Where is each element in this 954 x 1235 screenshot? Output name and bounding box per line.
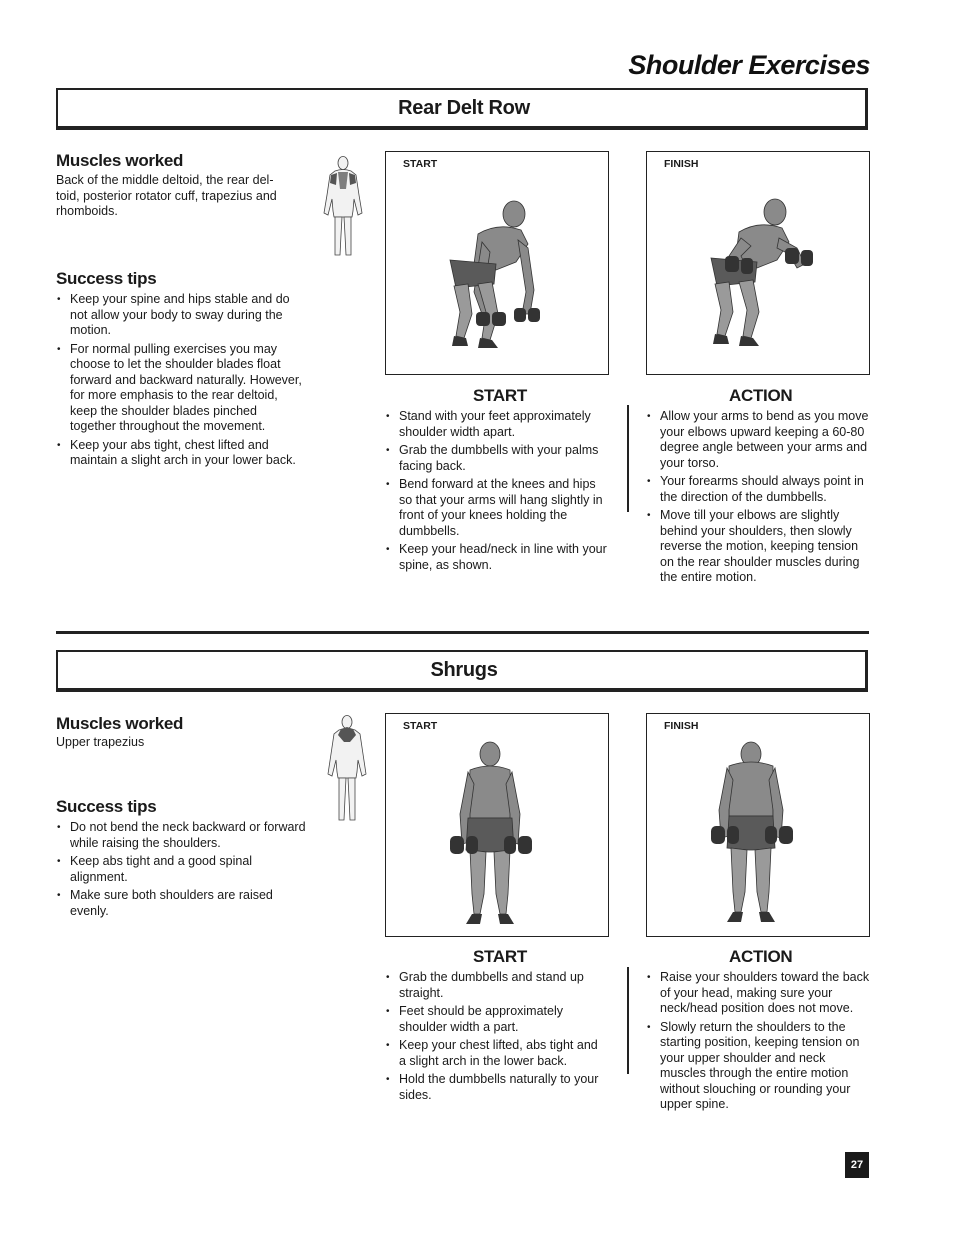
list-item: • Keep abs tight and a good spinal alignment. <box>56 854 306 885</box>
list-item: • Slowly return the shoulders to the starting position, keeping tension on your upper shoulder and neck muscles through the entire motion without slouching or rounding your upper spine. <box>646 1020 870 1113</box>
list-item: • Make sure both shoulders are raised evenly. <box>56 888 306 919</box>
success-tips-list <box>56 820 306 922</box>
photo-start-shrugs <box>385 713 609 937</box>
photo-finish-rear-delt-row <box>646 151 870 375</box>
athlete-photo-icon <box>647 152 869 374</box>
list-item: • Allow your arms to bend as you move your elbows upward keeping a 60-80 degree angle between your arms and your torso. <box>646 409 870 471</box>
action-heading: ACTION <box>729 947 793 966</box>
list-item: • Bend forward at the knees and hips so that your arms will hang slightly in front of your knees holding the dumbbells. <box>385 477 607 539</box>
athlete-photo-icon <box>647 714 869 936</box>
list-item: • Do not bend the neck backward or forward while raising the shoulders. <box>56 820 306 851</box>
list-item: • Grab the dumbbells with your palms facing back. <box>385 443 607 474</box>
list-item: • Keep your chest lifted, abs tight and a slight arch in the lower back. <box>385 1038 607 1069</box>
action-steps-list <box>646 409 870 589</box>
success-tips-heading: Success tips <box>56 797 157 816</box>
page-title: Shoulder Exercises <box>628 50 870 80</box>
section-divider <box>56 631 869 634</box>
start-heading: START <box>473 386 527 405</box>
muscles-worked-text: Back of the middle deltoid, the rear del- toid, posterior rotator cuff, trapezius and rhomboids. <box>56 173 277 218</box>
list-item: • Raise your shoulders toward the back of your head, making sure your neck/head position does not move. <box>646 970 870 1017</box>
list-item: • Keep your spine and hips stable and do not allow your body to sway during the motion. <box>56 292 306 339</box>
list-item: • Stand with your feet approximately shoulder width apart. <box>385 409 607 440</box>
success-tips-list <box>56 292 306 472</box>
list-item: • Feet should be approximately shoulder width a part. <box>385 1004 607 1035</box>
section-header-rear-delt-row <box>56 88 868 130</box>
start-steps-list <box>385 970 607 1106</box>
photo-tag-start: START <box>403 158 438 170</box>
success-tips-heading: Success tips <box>56 269 157 288</box>
anatomy-back-icon <box>318 155 368 259</box>
anatomy-back-icon <box>322 714 372 824</box>
start-heading: START <box>473 947 527 966</box>
athlete-photo-icon <box>386 152 608 374</box>
list-item: • For normal pulling exercises you may choose to let the shoulder blades float forward and backward naturally. However, for more emphasis to the rear deltoid, keep the shoulder blades pinched together throughout the movement. <box>56 342 306 435</box>
list-item: • Hold the dumbbells naturally to your sides. <box>385 1072 607 1103</box>
muscles-worked-heading: Muscles worked <box>56 714 184 733</box>
list-item: • Keep your abs tight, chest lifted and maintain a slight arch in your lower back. <box>56 438 306 469</box>
photo-tag-finish: FINISH <box>664 158 699 170</box>
action-steps-list <box>646 970 870 1116</box>
action-heading: ACTION <box>729 386 793 405</box>
athlete-photo-icon <box>386 714 608 936</box>
photo-finish-shrugs <box>646 713 870 937</box>
column-divider <box>627 405 629 512</box>
photo-tag-finish: FINISH <box>664 720 699 732</box>
list-item: • Your forearms should always point in the direction of the dumbbells. <box>646 474 870 505</box>
photo-start-rear-delt-row <box>385 151 609 375</box>
list-item: • Keep your head/neck in line with your spine, as shown. <box>385 542 607 573</box>
section-header-shrugs <box>56 650 868 692</box>
section-title: Shrugs <box>430 659 498 681</box>
muscles-worked-heading: Muscles worked <box>56 151 184 170</box>
list-item: • Grab the dumbbells and stand up straight. <box>385 970 607 1001</box>
muscles-worked-text: Upper trapezius <box>56 735 145 749</box>
section-title: Rear Delt Row <box>398 97 530 119</box>
start-steps-list <box>385 409 607 576</box>
photo-tag-start: START <box>403 720 438 732</box>
column-divider <box>627 967 629 1074</box>
list-item: • Move till your elbows are slightly behind your shoulders, then slowly reverse the motion, keeping tension on the rear shoulder muscles during the entire motion. <box>646 508 870 586</box>
page-number: 27 <box>845 1152 869 1178</box>
